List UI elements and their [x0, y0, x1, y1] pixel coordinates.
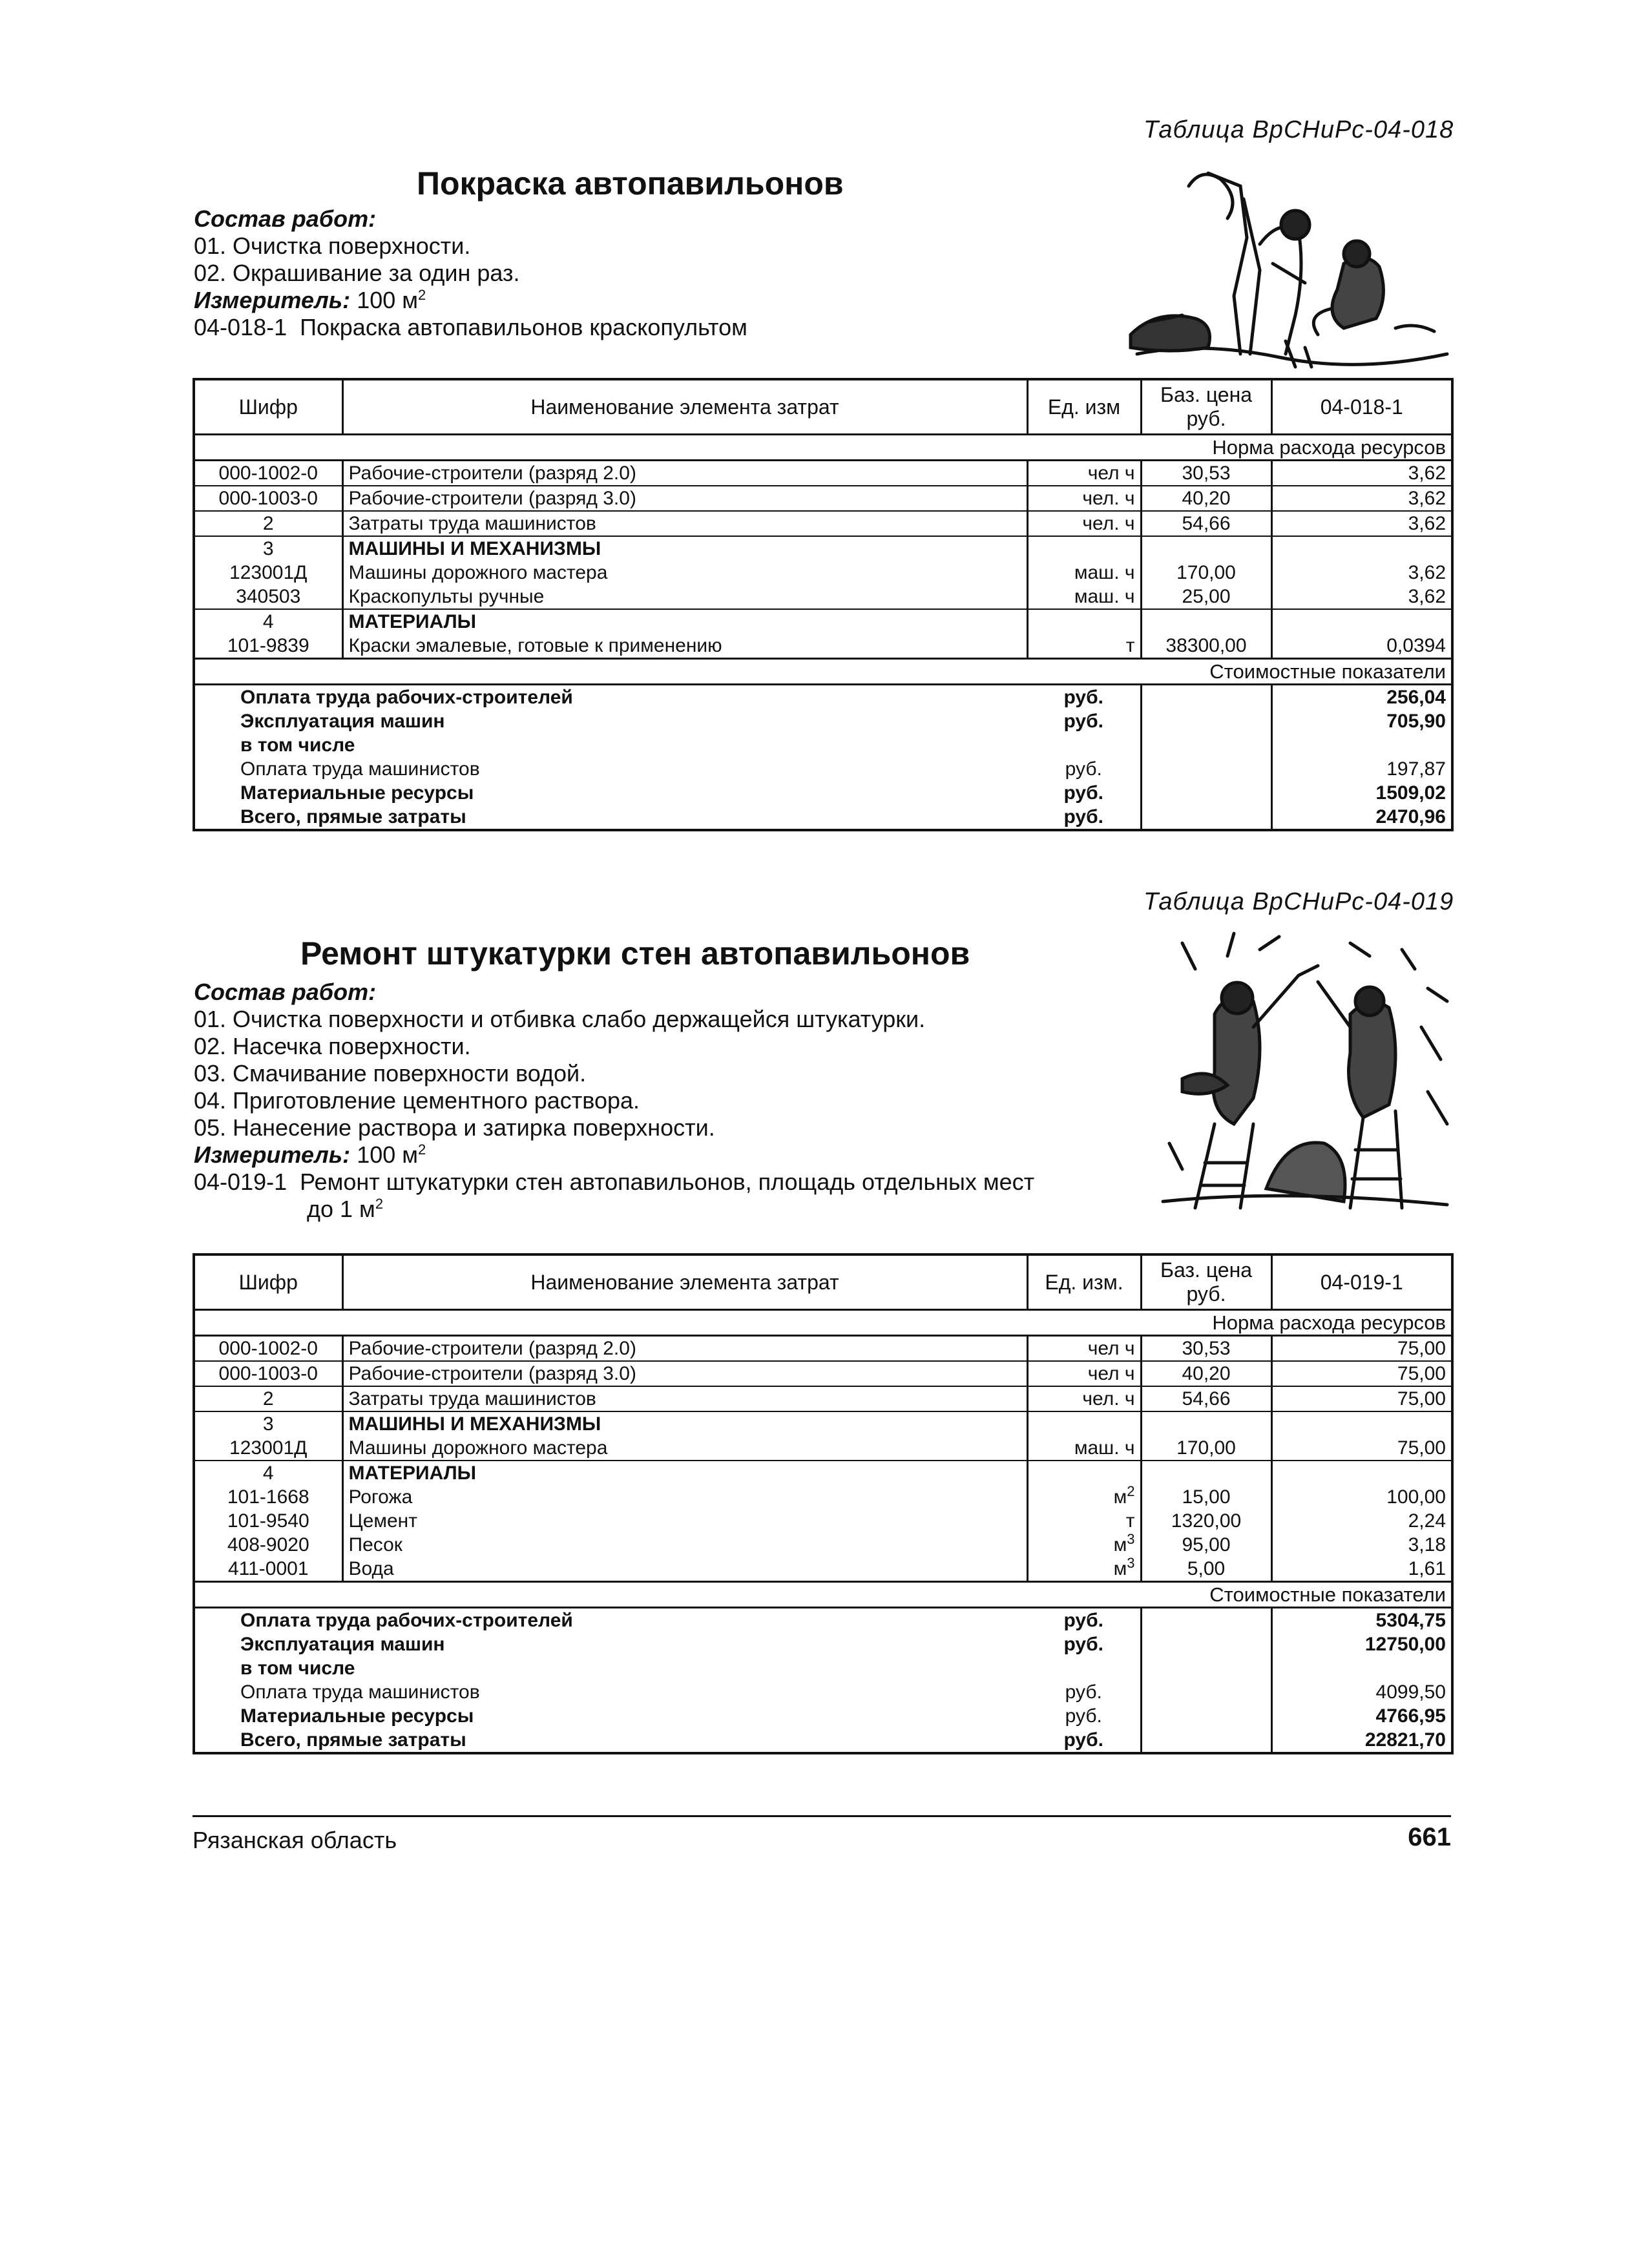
summary-unit: руб. — [1027, 805, 1141, 830]
summary-price-empty — [1141, 1704, 1271, 1728]
illustration-painting — [1111, 160, 1454, 373]
cell-unit — [1027, 1386, 1141, 1411]
work-step: 04. Приготовление цементного раствора. — [194, 1087, 640, 1114]
cell-code: 4 — [194, 1461, 342, 1485]
cell-unit — [1027, 1509, 1141, 1533]
summary-name: Материальные ресурсы — [240, 782, 474, 804]
summary-value: 12750,00 — [1364, 1634, 1446, 1655]
cell-value — [1271, 1411, 1452, 1436]
unit-text: чел. ч — [1082, 1388, 1135, 1410]
cell-code: 000-1002-0 — [194, 461, 342, 486]
work-step: 02. Окрашивание за один раз. — [194, 260, 520, 286]
summary-value: 22821,70 — [1364, 1729, 1446, 1751]
summary-value: 5304,75 — [1375, 1610, 1446, 1631]
table-row — [194, 1461, 1452, 1485]
work-step: 03. Смачивание поверхности водой. — [194, 1060, 587, 1087]
page-number: 661 — [1408, 1823, 1451, 1851]
table-row — [194, 1361, 1452, 1386]
cell-unit — [1027, 1411, 1141, 1436]
summary-value: 4766,95 — [1375, 1705, 1446, 1727]
table-row — [194, 585, 1452, 609]
cost-table-2 — [193, 1253, 1454, 1754]
work-step: 01. Очистка поверхности и отбивка слабо держащейся штукатурки. — [194, 1006, 926, 1032]
cell-value: 2,24 — [1408, 1510, 1446, 1532]
meter-value: 100 м — [357, 1141, 419, 1168]
work-title-line — [194, 314, 747, 341]
unit-text: чел ч — [1087, 1363, 1135, 1384]
cell-name: Песок — [342, 1533, 1027, 1557]
composition-block-1 — [194, 205, 747, 341]
table-row — [194, 1533, 1452, 1557]
work-step: 01. Очистка поверхности. — [194, 233, 471, 259]
footer-region: Рязанская область — [193, 1827, 397, 1853]
cell-code: 2 — [194, 511, 342, 536]
summary-unit: руб. — [1027, 1608, 1141, 1633]
summary-value: 4099,50 — [1375, 1681, 1446, 1703]
table-row — [194, 1485, 1452, 1509]
summary-row — [194, 1656, 1452, 1680]
header-price: Баз. цена руб. — [1141, 379, 1271, 435]
header-name: Наименование элемента затрат — [342, 379, 1027, 435]
cell-unit: т — [1027, 634, 1141, 659]
summary-name: Эксплуатация машин — [240, 711, 445, 732]
work-step: 05. Нанесение раствора и затирка поверхности. — [194, 1114, 715, 1141]
composition-label: Состав работ: — [194, 979, 377, 1005]
cell-unit — [1027, 1485, 1141, 1509]
cell-code: 000-1003-0 — [194, 486, 342, 511]
summary-row — [194, 781, 1452, 805]
summary-price-empty — [1141, 1656, 1271, 1680]
cell-code: 101-9540 — [194, 1509, 342, 1533]
cell-code: 3 — [194, 536, 342, 561]
summary-unit — [1027, 733, 1141, 757]
work-step: 02. Насечка поверхности. — [194, 1033, 471, 1059]
cell-price: 38300,00 — [1141, 634, 1271, 659]
summary-value: 1509,02 — [1375, 782, 1446, 804]
cell-price — [1141, 536, 1271, 561]
cell-value: 1,61 — [1271, 1557, 1452, 1582]
summary-price-empty — [1141, 1680, 1271, 1704]
unit-text: м — [1113, 1486, 1127, 1508]
cell-unit — [1027, 1557, 1141, 1582]
cell-price — [1141, 609, 1271, 634]
meter-line — [194, 287, 747, 314]
cell-price: 40,20 — [1141, 486, 1271, 511]
work-name-2-sup: 2 — [375, 1196, 384, 1212]
cell-value: 75,00 — [1271, 1336, 1452, 1362]
summary-unit: руб. — [1027, 781, 1141, 805]
cell-value: 75,00 — [1271, 1436, 1452, 1461]
cell-name: Краски эмалевые, готовые к применению — [342, 634, 1027, 659]
cell-price — [1141, 1461, 1271, 1485]
cell-code: 411-0001 — [194, 1557, 342, 1582]
cell-value: 3,62 — [1408, 562, 1446, 583]
summary-row — [194, 1728, 1452, 1753]
table-ref-2: Таблица ВрСНиРс-04-019 — [1144, 888, 1454, 915]
cell-code: 101-1668 — [194, 1485, 342, 1509]
section-row — [194, 1310, 1452, 1336]
cell-name: Рабочие-строители (разряд 3.0) — [342, 486, 1027, 511]
composition-block-2 — [194, 979, 1034, 1223]
section-title-2: Ремонт штукатурки стен автопавильонов — [300, 935, 970, 972]
summary-name: Материальные ресурсы — [240, 1705, 474, 1727]
section-title-1: Покраска автопавильонов — [417, 165, 844, 202]
work-name: Ремонт штукатурки стен автопавильонов, площадь отдельных мест — [300, 1169, 1035, 1195]
cell-name: Краскопульты ручные — [342, 585, 1027, 609]
cell-price: 54,66 — [1141, 511, 1271, 536]
summary-name: Оплата труда рабочих-строителей — [240, 687, 573, 708]
work-name: Покраска автопавильонов краскопультом — [300, 314, 747, 340]
unit-sup: 3 — [1127, 1533, 1135, 1547]
cell-unit — [1027, 1436, 1141, 1461]
header-norm-code: 04-018-1 — [1271, 379, 1452, 435]
cell-value — [1271, 536, 1452, 561]
meter-label: Измеритель: — [194, 1141, 351, 1168]
cell-price: 54,66 — [1141, 1386, 1271, 1411]
cell-code: 000-1003-0 — [194, 1361, 342, 1386]
cost-table-1 — [193, 378, 1454, 831]
work-name-2: до 1 м — [307, 1196, 375, 1222]
header-code: Шифр — [194, 379, 342, 435]
summary-value — [1271, 733, 1452, 757]
cell-value: 75,00 — [1271, 1386, 1452, 1411]
cell-name: Рогожа — [342, 1485, 1027, 1509]
section-row — [194, 1582, 1452, 1608]
work-code: 04-019-1 — [194, 1169, 287, 1195]
cell-name: Машины дорожного мастера — [342, 1436, 1027, 1461]
summary-row — [194, 733, 1452, 757]
header-code: Шифр — [194, 1254, 342, 1310]
cell-value: 3,62 — [1271, 461, 1452, 486]
cell-code: 4 — [194, 609, 342, 634]
cell-code: 3 — [194, 1411, 342, 1436]
summary-unit — [1027, 1656, 1141, 1680]
work-code: 04-018-1 — [194, 314, 287, 340]
table-row — [194, 1509, 1452, 1533]
summary-price-empty — [1141, 805, 1271, 830]
cell-unit: чел ч — [1027, 461, 1141, 486]
summary-row — [194, 1704, 1452, 1728]
summary-row — [194, 1632, 1452, 1656]
cell-code: 000-1002-0 — [194, 1336, 342, 1362]
cell-name: Рабочие-строители (разряд 3.0) — [342, 1361, 1027, 1386]
cell-name: Затраты труда машинистов — [342, 1386, 1027, 1411]
summary-price-empty — [1141, 685, 1271, 710]
meter-sup: 2 — [418, 287, 426, 303]
summary-value: 197,87 — [1386, 758, 1446, 780]
summary-unit: руб. — [1027, 685, 1141, 710]
summary-price-empty — [1141, 1608, 1271, 1633]
cell-price: 170,00 — [1141, 561, 1271, 585]
table-row — [194, 561, 1452, 585]
cell-code: 340503 — [194, 585, 342, 609]
composition-label: Состав работ: — [194, 205, 377, 232]
meter-line — [194, 1141, 1034, 1169]
summary-unit: руб. — [1027, 1704, 1141, 1728]
cell-code: 408-9020 — [194, 1533, 342, 1557]
cell-unit — [1027, 1361, 1141, 1386]
summary-row — [194, 1680, 1452, 1704]
summary-price-empty — [1141, 709, 1271, 733]
summary-price-empty — [1141, 757, 1271, 781]
cell-name: Рабочие-строители (разряд 2.0) — [342, 1336, 1027, 1362]
cell-price: 15,00 — [1141, 1485, 1271, 1509]
unit-text: м — [1113, 1534, 1127, 1555]
header-norm-code: 04-019-1 — [1271, 1254, 1452, 1310]
footer-rule — [193, 1815, 1451, 1817]
section-row — [194, 435, 1452, 461]
meter-sup: 2 — [418, 1141, 426, 1158]
cell-price: 95,00 — [1141, 1533, 1271, 1557]
summary-row — [194, 805, 1452, 830]
cell-code: 101-9839 — [194, 634, 342, 659]
cell-unit: чел. ч — [1027, 511, 1141, 536]
table-row — [194, 1436, 1452, 1461]
unit-sup: 3 — [1127, 1557, 1135, 1571]
summary-name: Оплата труда машинистов — [240, 758, 480, 780]
summary-value: 256,04 — [1386, 687, 1446, 708]
cell-name: Затраты труда машинистов — [342, 511, 1027, 536]
cell-value: 100,00 — [1386, 1486, 1446, 1508]
unit-text: чел ч — [1087, 1338, 1135, 1359]
cell-name: МАТЕРИАЛЫ — [342, 609, 1027, 634]
table-row — [194, 486, 1452, 511]
cell-name: Цемент — [342, 1509, 1027, 1533]
table-row — [194, 1386, 1452, 1411]
cell-name: МАШИНЫ И МЕХАНИЗМЫ — [342, 1411, 1027, 1436]
summary-price-empty — [1141, 733, 1271, 757]
summary-price-empty — [1141, 1632, 1271, 1656]
summary-name: Всего, прямые затраты — [240, 806, 466, 827]
summary-name: в том числе — [240, 1658, 355, 1679]
summary-row — [194, 709, 1452, 733]
table-row — [194, 536, 1452, 561]
cell-name: Вода — [342, 1557, 1027, 1582]
cell-price: 30,53 — [1141, 461, 1271, 486]
section-norm-label: Норма расхода ресурсов — [194, 435, 1452, 461]
cell-unit: маш. ч — [1027, 585, 1141, 609]
table-row — [194, 1411, 1452, 1436]
summary-name: Всего, прямые затраты — [240, 1729, 466, 1751]
cell-unit: маш. ч — [1027, 561, 1141, 585]
summary-unit: руб. — [1027, 757, 1141, 781]
cell-price: 30,53 — [1141, 1336, 1271, 1362]
cell-value: 3,62 — [1271, 486, 1452, 511]
section-norm-label: Норма расхода ресурсов — [194, 1310, 1452, 1336]
table-row — [194, 1557, 1452, 1582]
cell-price: 170,00 — [1141, 1436, 1271, 1461]
summary-row — [194, 757, 1452, 781]
section-cost-label: Стоимостные показатели — [194, 659, 1452, 685]
unit-text: маш. ч — [1074, 1437, 1135, 1459]
header-price: Баз. цена руб. — [1141, 1254, 1271, 1310]
cell-price: 25,00 — [1141, 585, 1271, 609]
cell-name: Машины дорожного мастера — [342, 561, 1027, 585]
table-row — [194, 511, 1452, 536]
summary-value: 2470,96 — [1375, 806, 1446, 827]
unit-text: м — [1113, 1558, 1127, 1579]
cell-price — [1141, 1411, 1271, 1436]
cell-value: 3,62 — [1271, 585, 1452, 609]
cell-name: МАТЕРИАЛЫ — [342, 1461, 1027, 1485]
cell-unit — [1027, 1336, 1141, 1362]
cell-value: 3,18 — [1408, 1534, 1446, 1555]
summary-unit: руб. — [1027, 1632, 1141, 1656]
unit-text: т — [1125, 1510, 1135, 1532]
table-row — [194, 461, 1452, 486]
cell-unit — [1027, 536, 1141, 561]
meter-label: Измеритель: — [194, 287, 351, 313]
summary-unit: руб. — [1027, 1680, 1141, 1704]
summary-name: Оплата труда машинистов — [240, 1681, 480, 1703]
cell-price: 40,20 — [1141, 1361, 1271, 1386]
cell-value — [1271, 1461, 1452, 1485]
table-row — [194, 634, 1452, 659]
cell-value: 75,00 — [1271, 1361, 1452, 1386]
cell-code: 123001Д — [194, 1436, 342, 1461]
cell-unit — [1027, 1461, 1141, 1485]
cell-unit: чел. ч — [1027, 486, 1141, 511]
cell-price: 5,00 — [1141, 1557, 1271, 1582]
cell-value: 3,62 — [1271, 511, 1452, 536]
illustration-plastering — [1156, 930, 1454, 1214]
table-ref-1: Таблица ВрСНиРс-04-018 — [1144, 116, 1454, 143]
cell-code: 2 — [194, 1386, 342, 1411]
cell-name: МАШИНЫ И МЕХАНИЗМЫ — [342, 536, 1027, 561]
summary-row — [194, 685, 1452, 710]
table-row — [194, 1336, 1452, 1362]
unit-sup: 2 — [1127, 1485, 1135, 1499]
cell-unit — [1027, 609, 1141, 634]
cell-price: 1320,00 — [1141, 1509, 1271, 1533]
summary-name: в том числе — [240, 734, 355, 756]
summary-value: 705,90 — [1386, 711, 1446, 732]
summary-name: Оплата труда рабочих-строителей — [240, 1610, 573, 1631]
summary-unit: руб. — [1027, 1728, 1141, 1753]
section-row — [194, 659, 1452, 685]
summary-value — [1271, 1656, 1452, 1680]
header-unit: Ед. изм — [1027, 379, 1141, 435]
table-row — [194, 609, 1452, 634]
summary-row — [194, 1608, 1452, 1633]
work-title-line-2 — [194, 1196, 1034, 1223]
section-cost-label: Стоимостные показатели — [194, 1582, 1452, 1608]
summary-name: Эксплуатация машин — [240, 1634, 445, 1655]
cell-unit — [1027, 1533, 1141, 1557]
cell-value — [1271, 609, 1452, 634]
header-unit: Ед. изм. — [1027, 1254, 1141, 1310]
header-name: Наименование элемента затрат — [342, 1254, 1027, 1310]
summary-price-empty — [1141, 1728, 1271, 1753]
cell-code: 123001Д — [194, 561, 342, 585]
meter-value: 100 м — [357, 287, 419, 313]
cell-value: 0,0394 — [1271, 634, 1452, 659]
cell-name: Рабочие-строители (разряд 2.0) — [342, 461, 1027, 486]
summary-price-empty — [1141, 781, 1271, 805]
summary-unit: руб. — [1027, 709, 1141, 733]
work-title-line — [194, 1169, 1034, 1196]
